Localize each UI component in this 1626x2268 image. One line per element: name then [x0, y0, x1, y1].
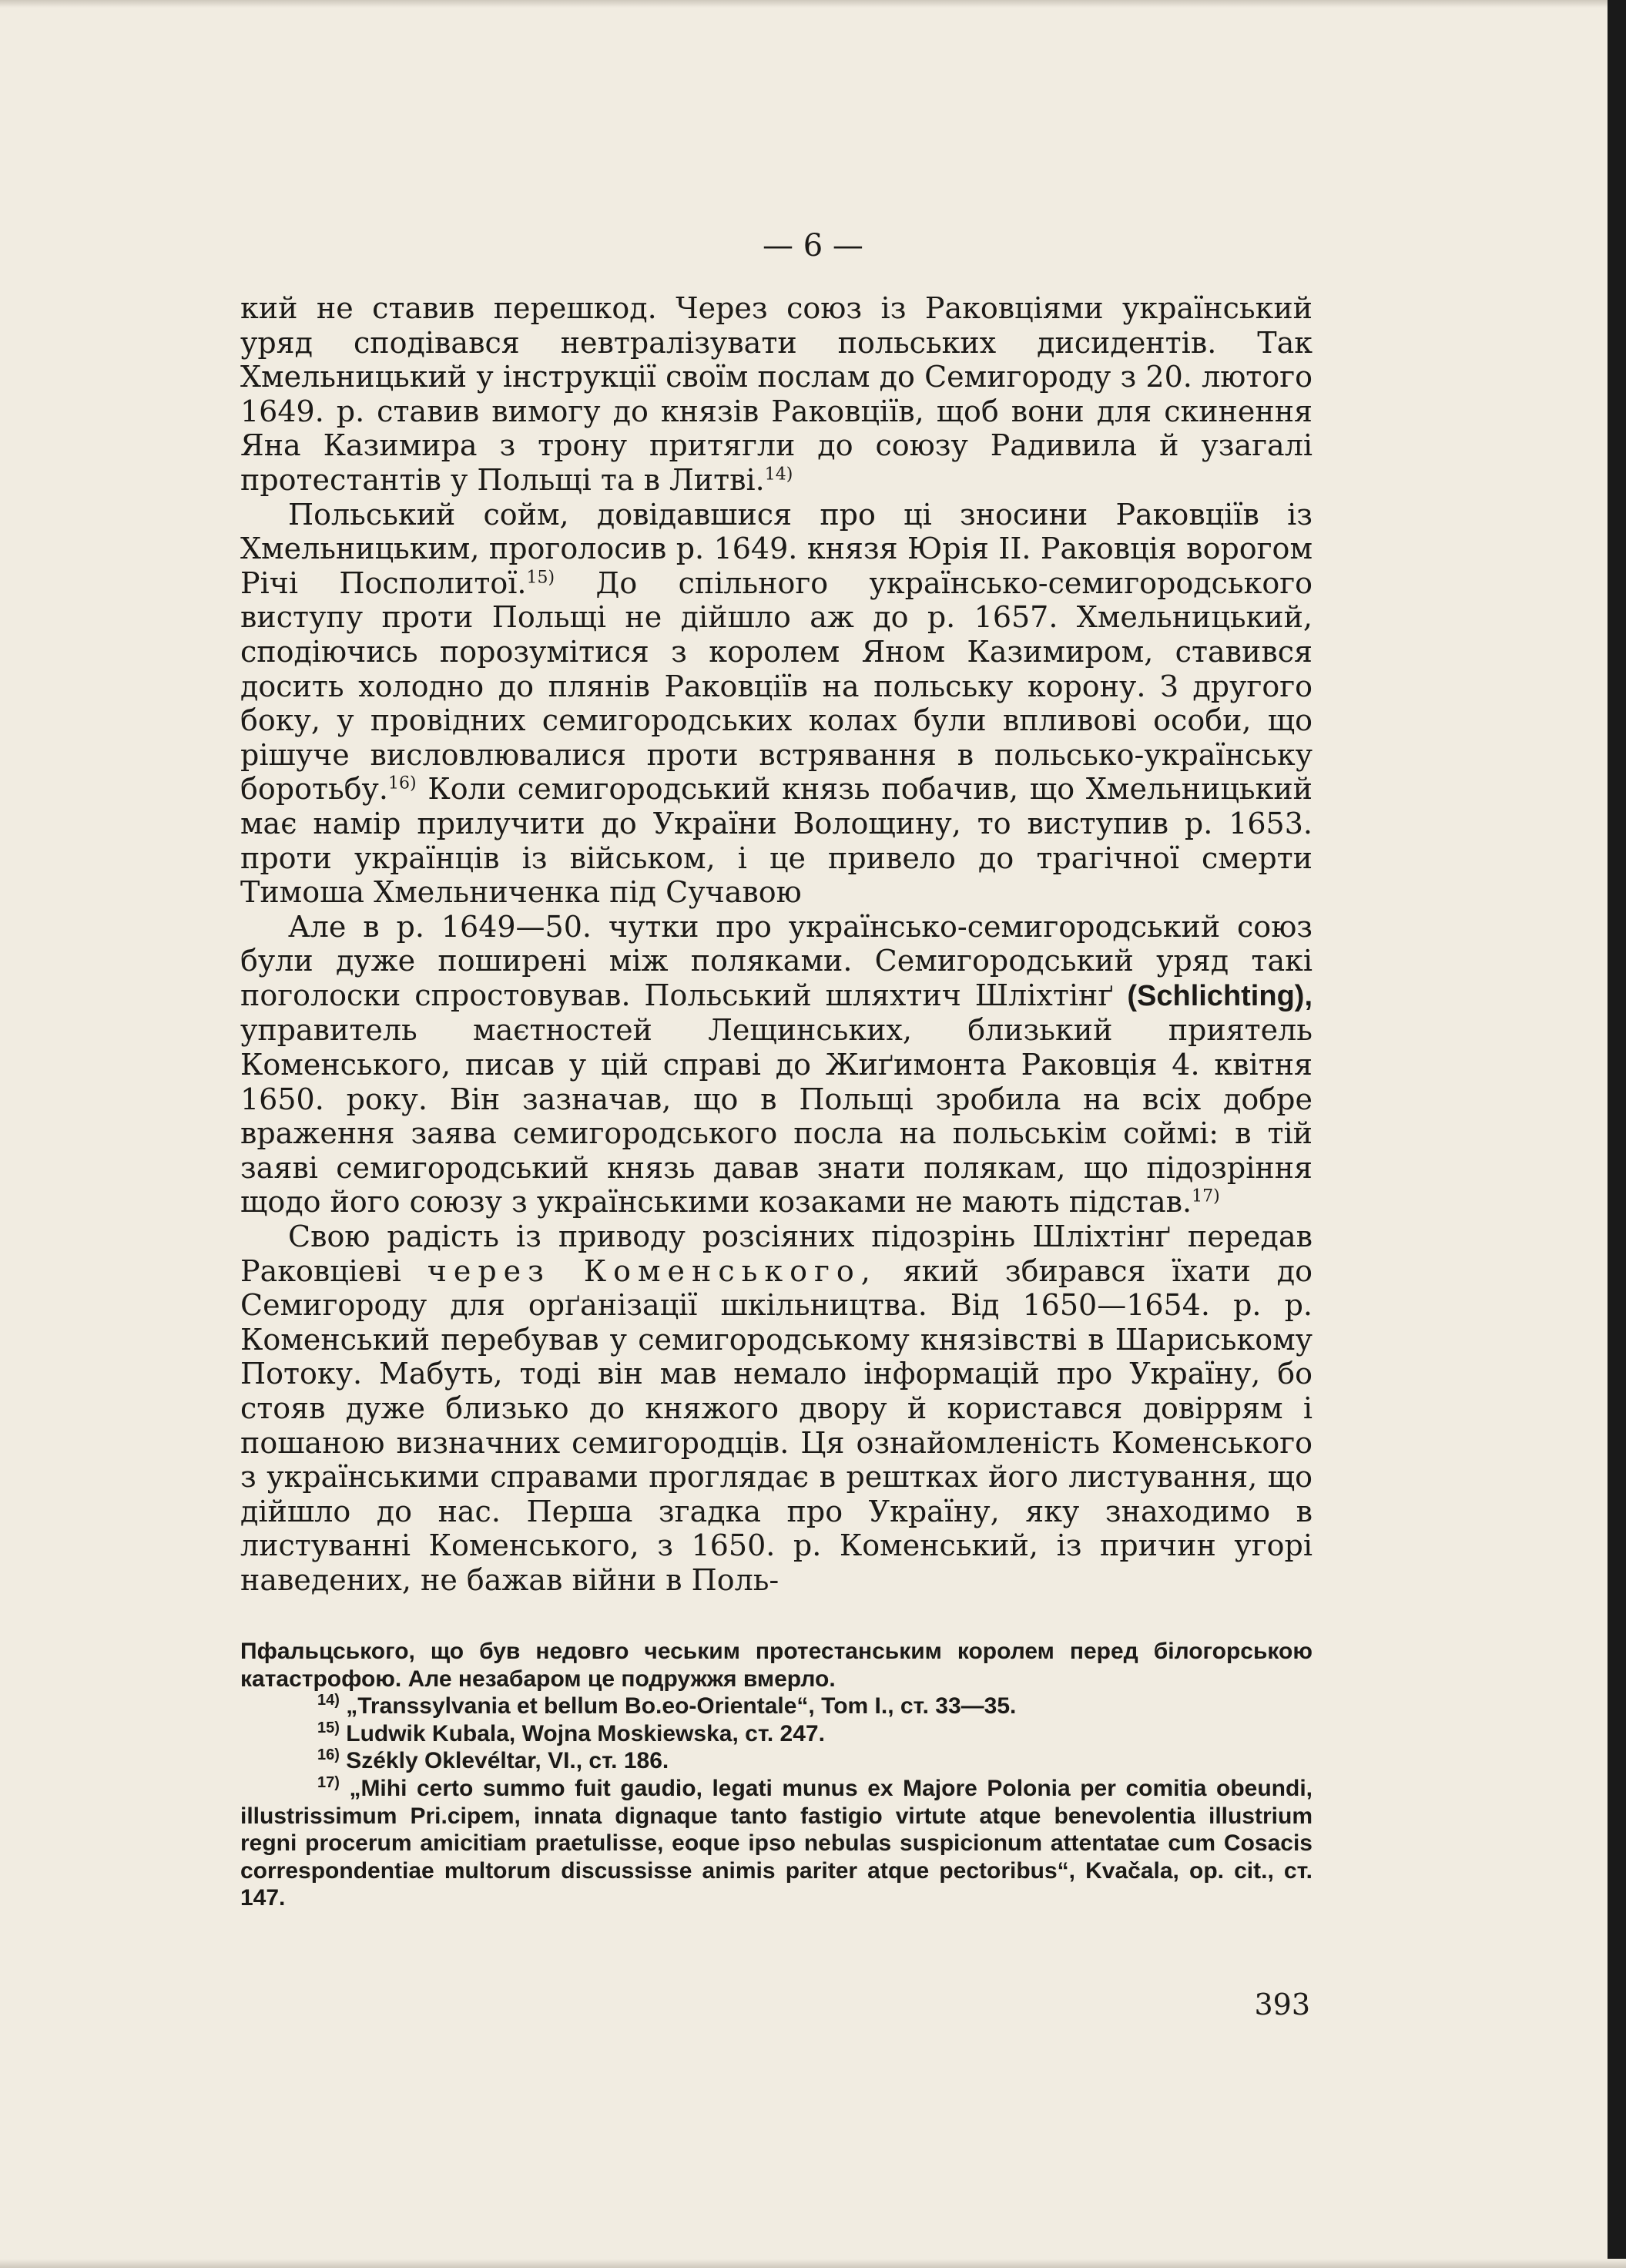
- footnote-14: [240, 1693, 1313, 1720]
- main-text: [240, 291, 1313, 1598]
- footnote-16-number: 16): [317, 1746, 340, 1764]
- footnote-ref-14: 14): [764, 465, 793, 485]
- footnote-16: [240, 1747, 1313, 1775]
- footnote-17: [240, 1775, 1313, 1912]
- spaced-emphasis: через Коменського,: [427, 1253, 877, 1288]
- scan-edge-bottom: [0, 2259, 1626, 2268]
- footnote-ref-17: 17): [1192, 1186, 1220, 1206]
- footnote-continuation: Пфальцського, що був недовго чеським протестанським королем перед білогорською катастрофою. Але незабаром це подружжя вмерло.: [240, 1639, 1313, 1692]
- paragraph-3: [240, 910, 1313, 1220]
- footnote-17-number: 17): [317, 1773, 340, 1791]
- footnote-14-number: 14): [317, 1692, 340, 1709]
- paragraph-1-text: кий не ставив перешкод. Через союз із Раковціями український уряд сподівався невтралізувати польських дисидентів. Так Хмельницький у інструкції своїм послам до Семигороду з 20. лютого 1649. р. ставив вимогу до князів Раковціїв, щоб вони для скинення Яна Казимира з трону притягли до союзу Радивила й узагалі протестантів у Польщі та в Литві.: [240, 291, 1313, 497]
- footnote-ref-15: 15): [526, 568, 555, 588]
- footnote-15-number: 15): [317, 1719, 340, 1736]
- page-header-number: — 6 —: [763, 228, 863, 263]
- paragraph-4-text-b: який збирався їхати до Семигороду для орґанізації шкільництва. Від 1650—1654. р. р. Коменський перебував у семигородському князівстві в Шариському Потоку. Мабуть, тоді він мав немало інформацій про Україну, бо стояв дуже близько до княжого двору й користався довіррям і пошаною визначних семигородців. Ця ознайомленість Коменського з українськими справами проглядає в рештках його листування, що дійшло до нас. Перша згадка про Україну, яку знаходимо в листуванні Коменського, з 1650. р. Коменський, із причин угорі наведених, не бажав війни в Поль-: [240, 1253, 1313, 1597]
- paragraph-3-text-b: управитель маєтностей Лещинських, близький приятель Коменського, писав у цій справі до Жиґимонта Раковція 4. квітня 1650. року. Він зазначав, що в Польщі зробила на всіх добре враження заява семигородського посла на польськім соймі: в тій заяві семигородський князь давав знати полякам, що підозріння щодо його союзу з українськими козаками не мають підстав.: [240, 1013, 1313, 1220]
- scan-edge-top: [0, 0, 1626, 8]
- footnote-17-text: „Mihi certo summo fuit gaudio, legati munus ex Majore Polonia per comitia obeundi, illustrissimum Pri.cipem, innata dignaque tanto fastigio virtute atque benevolentia illustrium regni procerum amicitiam praetulisse, eoque ipso nebulas suspicionum attentatae cum Cosacis correspondentiae multorum discussisse animis pariter atque pectoribus“, Kvačala, op. cit., ст. 147.: [240, 1775, 1313, 1911]
- paragraph-4-text-a: Свою радість із приводу розсіяних підозрінь Шліхтінґ передав Раковціеві: [240, 1220, 1313, 1288]
- paragraph-3-text-a: Але в р. 1649—50. чутки про українсько-семигородський союз були дуже поширені між поляками. Семигородський уряд такі поголоски спростовував. Польський шляхтич Шліхтінґ: [240, 909, 1313, 1012]
- scan-edge-right: [1608, 0, 1626, 2268]
- page-folio: 393: [1254, 1988, 1310, 2021]
- latin-name: (Schlichting),: [1127, 979, 1313, 1012]
- paragraph-2-text-c: Коли семигородський князь побачив, що Хмельницький має намір прилучити до України Волощину, то виступив р. 1653. проти українців із військом, і це привело до трагічної смерти Тимоша Хмельниченка під Сучавою: [240, 772, 1313, 910]
- paragraph-1: [240, 291, 1313, 498]
- footnotes: [240, 1638, 1313, 1912]
- footnote-14-text: „Transsylvania et bellum Bo.eo-Orientale“, Tom I., ст. 33—35.: [339, 1693, 1017, 1719]
- footnote-15: [240, 1720, 1313, 1748]
- footnote-15-text: Ludwik Kubala, Wojna Moskiewska, ст. 247.: [339, 1720, 825, 1746]
- footnote-16-text: Székly Oklevéltar, VI., ст. 186.: [339, 1748, 669, 1774]
- paragraph-2-text-b: До спільного українсько-семигородського виступу проти Польщі не дійшло аж до р. 1657. Хмельницький, сподіючись порозумітися з королем Яном Казимиром, ставився досить холодно до плянів Раковціїв на польську корону. З другого боку, у провідних семигородських колах були впливові особи, що рішуче висловлювалися проти встрявання в польсько-українську боротьбу.: [240, 565, 1313, 807]
- footnote-ref-16: 16): [388, 773, 417, 793]
- paragraph-2: [240, 498, 1313, 910]
- paragraph-4: [240, 1220, 1313, 1598]
- paragraph-2-text-a: Польський сойм, довідавшися про ці зносини Раковціїв із Хмельницьким, проголосив р. 1649. князя Юрія II. Раковція ворогом Річі Посполитої.: [240, 497, 1313, 600]
